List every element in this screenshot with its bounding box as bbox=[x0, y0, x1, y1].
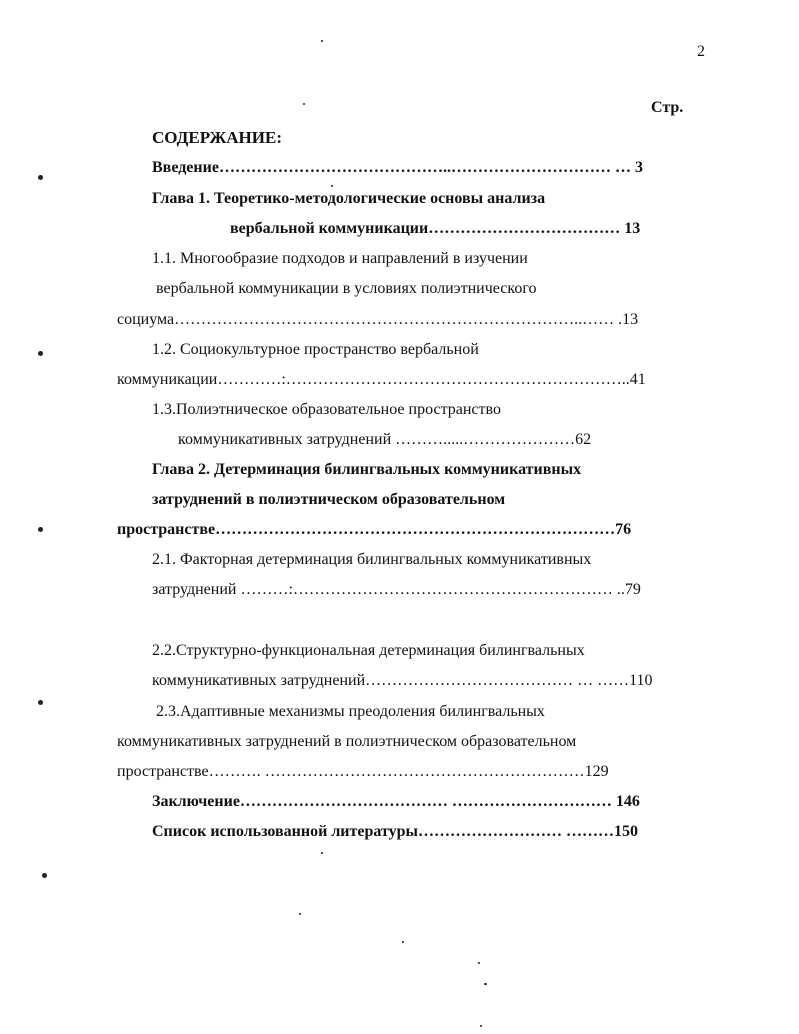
toc-entry-2-3: 2.3.Адаптивные механизмы преодоления билингвальных bbox=[156, 703, 545, 720]
toc-entry-2-3-cont-2: пространстве………. ……………………………………………………129 bbox=[117, 763, 609, 780]
toc-entry-1-1: 1.1. Многообразие подходов и направлений в изучении bbox=[152, 250, 528, 267]
toc-entry-1-2: 1.2. Социокультурное пространство вербальной bbox=[152, 341, 479, 358]
toc-entry-2-2: 2.2.Структурно-функциональная детерминация билингвальных bbox=[152, 642, 585, 659]
page-number: 2 bbox=[697, 43, 705, 60]
toc-entry-chapter-2: Глава 2. Детерминация билингвальных коммуникативных bbox=[152, 461, 582, 478]
toc-entry-conclusion: Заключение………………………………… ………………………… 146 bbox=[152, 793, 640, 810]
scan-dot bbox=[38, 351, 43, 356]
toc-entry-bibliography: Список использованной литературы……………………… ………150 bbox=[152, 823, 638, 840]
toc-entry-1-1-cont: вербальной коммуникации в условиях полиэтнического bbox=[156, 280, 537, 297]
toc-entry-chapter-1: Глава 1. Теоретико-методологические основы анализа bbox=[152, 190, 546, 207]
scan-dot bbox=[42, 873, 47, 878]
toc-heading: СОДЕРЖАНИЕ: bbox=[152, 128, 283, 147]
toc-entry-2-1: 2.1. Факторная детерминация билингвальных коммуникативных bbox=[152, 551, 592, 568]
page-column-label: Стр. bbox=[651, 99, 684, 116]
scan-speck bbox=[480, 1025, 482, 1027]
toc-entry-2-1-cont: затруднений ………:…………………………………………………… ..79 bbox=[152, 581, 641, 598]
scan-dot bbox=[38, 527, 43, 532]
toc-entry-chapter-2-cont-2: пространстве…………………………………………………………………76 bbox=[117, 521, 632, 538]
toc-entry-2-3-cont: коммуникативных затруднений в полиэтническом образовательном bbox=[117, 733, 577, 750]
scan-speck bbox=[321, 40, 323, 42]
toc-entry-2-2-cont: коммуникативных затруднений………………………………… … ……110 bbox=[152, 672, 653, 689]
toc-entry-chapter-2-cont: затруднений в полиэтническом образовательном bbox=[152, 491, 506, 508]
scan-speck bbox=[478, 962, 480, 964]
toc-entry-introduction: Введение……………………………………..………………………… … 3 bbox=[152, 159, 643, 176]
scan-dot bbox=[38, 700, 43, 705]
scan-speck bbox=[484, 983, 487, 985]
toc-entry-1-1-cont-2: социума…………………………………………………………………..…… .13 bbox=[117, 311, 639, 328]
toc-entry-1-3: 1.3.Полиэтническое образовательное пространство bbox=[152, 401, 501, 418]
scan-dot bbox=[38, 175, 43, 180]
toc-entry-chapter-1-cont: вербальной коммуникации……………………………… 13 bbox=[230, 220, 641, 237]
scan-speck bbox=[303, 103, 305, 105]
scan-speck bbox=[321, 852, 323, 854]
toc-entry-1-2-cont: коммуникации…………:………………………………………………………..41 bbox=[117, 371, 646, 388]
scan-speck bbox=[402, 941, 404, 943]
scan-speck bbox=[331, 185, 333, 187]
scan-speck bbox=[299, 913, 301, 915]
toc-entry-1-3-cont: коммуникативных затруднений ……….....…………………62 bbox=[178, 431, 592, 448]
